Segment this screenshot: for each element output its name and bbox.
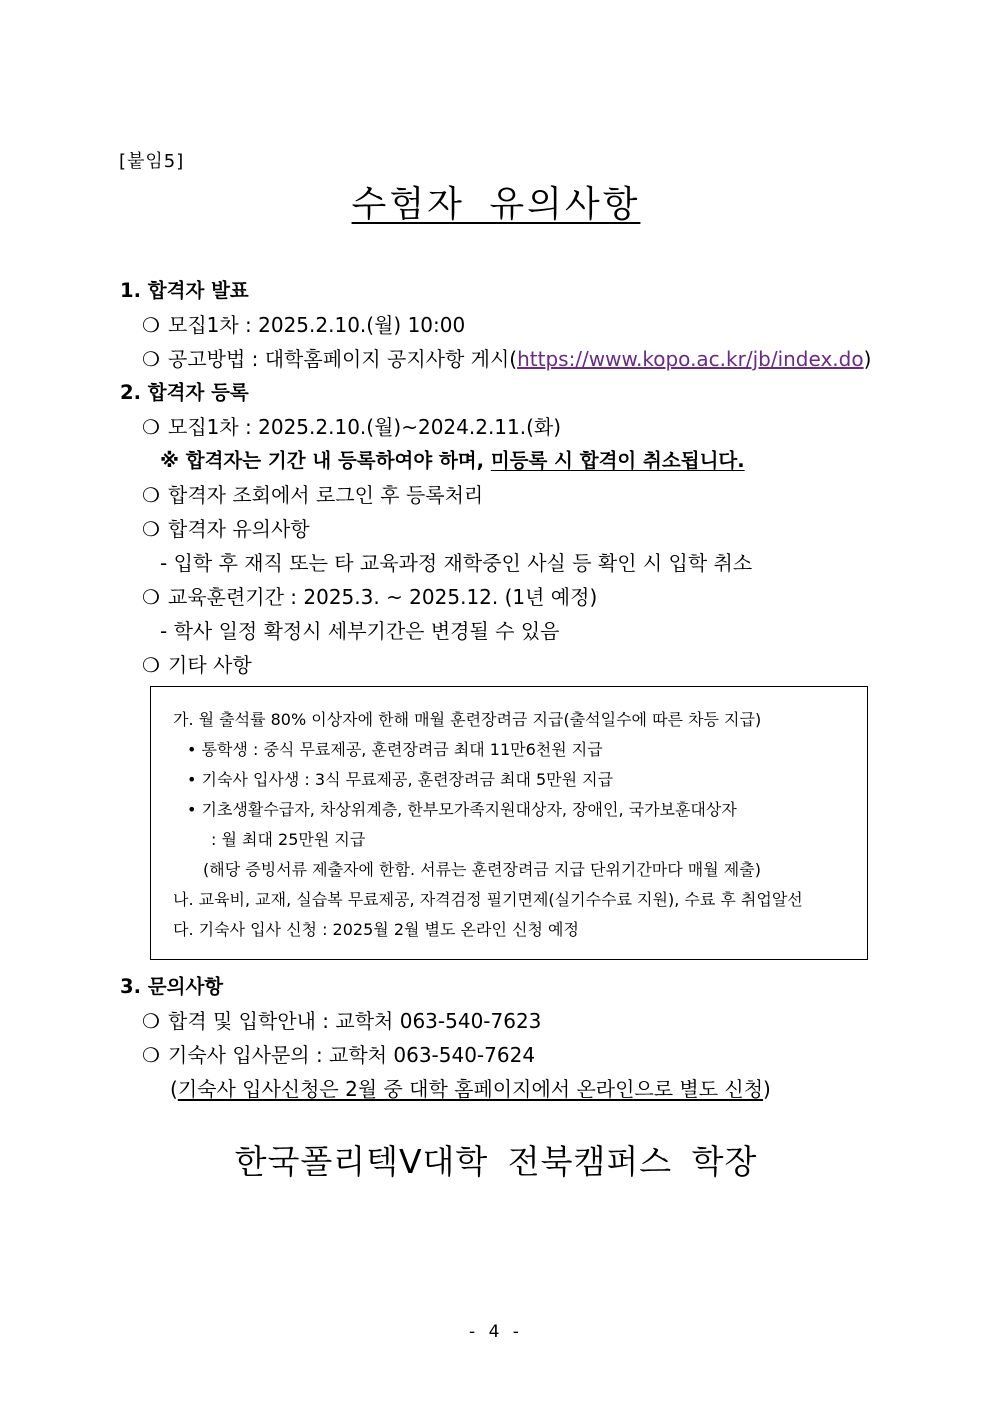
box-line-5: : 월 최대 25만원 지급 xyxy=(211,830,366,849)
box-line-6: (해당 증빙서류 제출자에 한함. 서류는 훈련장려금 지급 단위기간마다 매월 제출) xyxy=(203,860,761,879)
section-3-item-2-detail xyxy=(170,1073,771,1102)
registration-warning-note xyxy=(160,445,745,473)
section-2-item-3 xyxy=(142,513,310,542)
section-3-item-1 xyxy=(142,1005,541,1034)
section-2-item-4-detail: - 학사 일정 확정시 세부기간은 변경될 수 있음 xyxy=(160,619,560,643)
section-1-heading: 1. 합격자 발표 xyxy=(120,279,249,302)
section-2-item-4 xyxy=(142,581,597,610)
bullet-circle-icon: ❍ xyxy=(142,313,160,337)
section-1-item-1 xyxy=(142,309,465,338)
section-1-item-2 xyxy=(142,343,871,372)
closing-signature: 한국폴리텍V대학 전북캠퍼스 학장 xyxy=(234,1142,758,1181)
page-number: - 4 - xyxy=(469,1322,523,1342)
box-line-3: • 기숙사 입사생 : 3식 무료제공, 훈련장려금 최대 5만원 지급 xyxy=(187,770,614,789)
item-text: 합격 및 입학안내 : 교학처 063-540-7623 xyxy=(168,1009,542,1033)
bullet-circle-icon: ❍ xyxy=(142,653,160,677)
item-text: 기타 사항 xyxy=(168,653,252,677)
section-2-item-3-detail: - 입학 후 재직 또는 타 교육과정 재학중인 사실 등 확인 시 입학 취소 xyxy=(160,551,753,575)
section-2-heading: 2. 합격자 등록 xyxy=(120,381,249,404)
item-text: 합격자 조회에서 로그인 후 등록처리 xyxy=(168,483,484,507)
box-line-2: • 통학생 : 중식 무료제공, 훈련장려금 최대 11만6천원 지급 xyxy=(187,740,603,759)
bullet-circle-icon: ❍ xyxy=(142,483,160,507)
note-text: ※ 합격자는 기간 내 등록하여야 하며, xyxy=(160,449,491,472)
section-2-item-5 xyxy=(142,649,252,678)
other-info-box xyxy=(150,686,868,960)
item-text: 교육훈련기간 : 2025.3. ~ 2025.12. (1년 예정) xyxy=(168,585,598,609)
bullet-circle-icon: ❍ xyxy=(142,517,160,541)
box-line-7: 나. 교육비, 교재, 실습복 무료제공, 자격검정 필기면제(실기수수료 지원), 수료 후 취업알선 xyxy=(173,890,803,909)
item-text: 기숙사 입사문의 : 교학처 063-540-7624 xyxy=(168,1043,536,1067)
item-text: 모집1차 : 2025.2.10.(월) 10:00 xyxy=(168,313,466,337)
section-2-item-1 xyxy=(142,411,561,440)
box-line-8: 다. 기숙사 입사 신청 : 2025월 2월 별도 온라인 신청 예정 xyxy=(173,920,579,939)
bullet-circle-icon: ❍ xyxy=(142,415,160,439)
homepage-link[interactable]: https://www.kopo.ac.kr/jb/index.do xyxy=(517,347,864,371)
bullet-circle-icon: ❍ xyxy=(142,347,160,371)
bullet-circle-icon: ❍ xyxy=(142,1043,160,1067)
box-line-1: 가. 월 출석률 80% 이상자에 한해 매월 훈련장려금 지급(출석일수에 따른 차등 지급) xyxy=(173,710,762,729)
page-title-text: 수험자 유의사항 xyxy=(351,184,641,225)
section-3-heading: 3. 문의사항 xyxy=(120,975,224,998)
attachment-label: [붙임5] xyxy=(119,151,185,172)
item-text-suffix: ) xyxy=(863,347,872,371)
box-line-4: • 기초생활수급자, 차상위계층, 한부모가족지원대상자, 장애인, 국가보훈대상자 xyxy=(187,800,737,819)
paren-open: ( xyxy=(170,1077,178,1101)
section-3-item-2 xyxy=(142,1039,535,1068)
section-2-item-2 xyxy=(142,479,483,508)
bullet-circle-icon: ❍ xyxy=(142,1009,160,1033)
note-underlined-text: 미등록 시 합격이 취소됩니다. xyxy=(490,449,745,472)
page-title xyxy=(0,176,992,227)
item-text: 공고방법 : 대학홈페이지 공지사항 게시( xyxy=(168,347,518,371)
bullet-circle-icon: ❍ xyxy=(142,585,160,609)
dorm-application-note: 기숙사 입사신청은 2월 중 대학 홈페이지에서 온라인으로 별도 신청 xyxy=(177,1077,764,1101)
item-text: 모집1차 : 2025.2.10.(월)~2024.2.11.(화) xyxy=(168,415,562,439)
item-text: 합격자 유의사항 xyxy=(168,517,310,541)
paren-close: ) xyxy=(763,1077,771,1101)
